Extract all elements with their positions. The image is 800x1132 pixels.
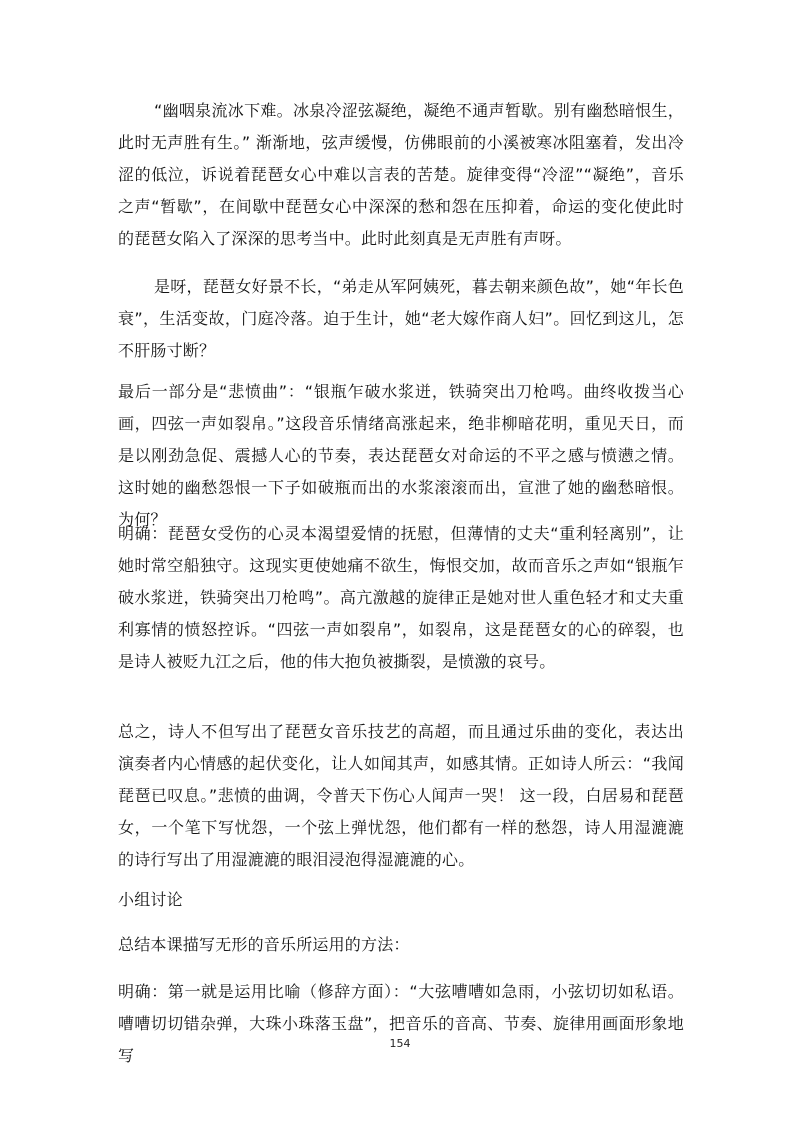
paragraph-method-metaphor: 明确：第一就是运用比喻（修辞方面）：“大弦嘈嘈如急雨，小弦切切如私语。嘈嘈切切错杂弹，大珠小珠落玉盘”，把音乐的音高、节奏、旋律用画面形象地写 [118, 982, 684, 1065]
paragraph-discussion-prompt: 总结本课描写无形的音乐所运用的方法： [118, 935, 410, 954]
section-heading-group-discussion: 小组讨论 [118, 890, 183, 909]
paragraph-pipa-girl-fate: 是呀，琵琶女好景不长，“弟走从军阿姨死，暮去朝来颜色故”，她“年长色衰”，生活变故，门庭冷落。迫于生计，她“老大嫁作商人妇”。回忆到这儿，怎不肝肠寸断？ [118, 277, 684, 360]
page-number: 154 [389, 1037, 411, 1050]
paragraph-summary: 总之，诗人不但写出了琵琶女音乐技艺的高超，而且通过乐曲的变化，表达出演奏者内心情感的起伏变化，让人如闻其声，如感其情。正如诗人所云：“我闻琵琶已叹息。”悲愤的曲调，令普天下伤心人闻声一哭！ 这一段，白居易和琵琶女，一个笔下写忧怨，一个弦上弹忧怨，他们都有一样的愁怨，诗人用湿漉漉的诗行写出了用湿漉漉的眼泪浸泡得湿漉漉的心。 [118, 722, 684, 869]
paragraph-clarification: 明确：琵琶女受伤的心灵本渴望爱情的抚慰，但薄情的丈夫“重利轻离别”，让她时常空船独守。这现实更使她痛不欲生，悔恨交加，故而音乐之声如“银瓶乍破水浆迸，铁骑突出刀枪鸣”。高亢激越的旋律正是她对世人重色轻才和丈夫重利寡情的愤怒控诉。“四弦一声如裂帛”，如裂帛，这是琵琶女的心的碎裂，也是诗人被贬九江之后，他的伟大抱负被撕裂，是愤激的哀号。 [118, 524, 684, 671]
paragraph-silence-passage: “幽咽泉流冰下难。冰泉冷涩弦凝绝，凝绝不通声暂歇。别有幽愁暗恨生，此时无声胜有生。” 渐渐地，弦声缓慢，仿佛眼前的小溪被寒冰阻塞着，发出冷涩的低泣，诉说着琵琶女心中难以言表的苦楚。旋律变得“冷涩”“凝绝”，音乐之声“暂歇”，在间歇中琵琶女心中深深的愁和怨在压抑着，命运的变化使此时的琵琶女陷入了深深的思考当中。此时此刻真是无声胜有声呀。 [118, 101, 684, 248]
paragraph-final-section: 最后一部分是“悲愤曲”：“银瓶乍破水浆迸，铁骑突出刀枪鸣。曲终收拨当心画，四弦一声如裂帛。”这段音乐情绪高涨起来，绝非柳暗花明，重见天日，而是以刚劲急促、震撼人心的节奏，表达琵琶女对命运的不平之感与愤懑之情。这时她的幽愁怨恨一下子如破瓶而出的水浆滚滚而出，宣泄了她的幽愁暗恨。为何？ [118, 382, 684, 529]
